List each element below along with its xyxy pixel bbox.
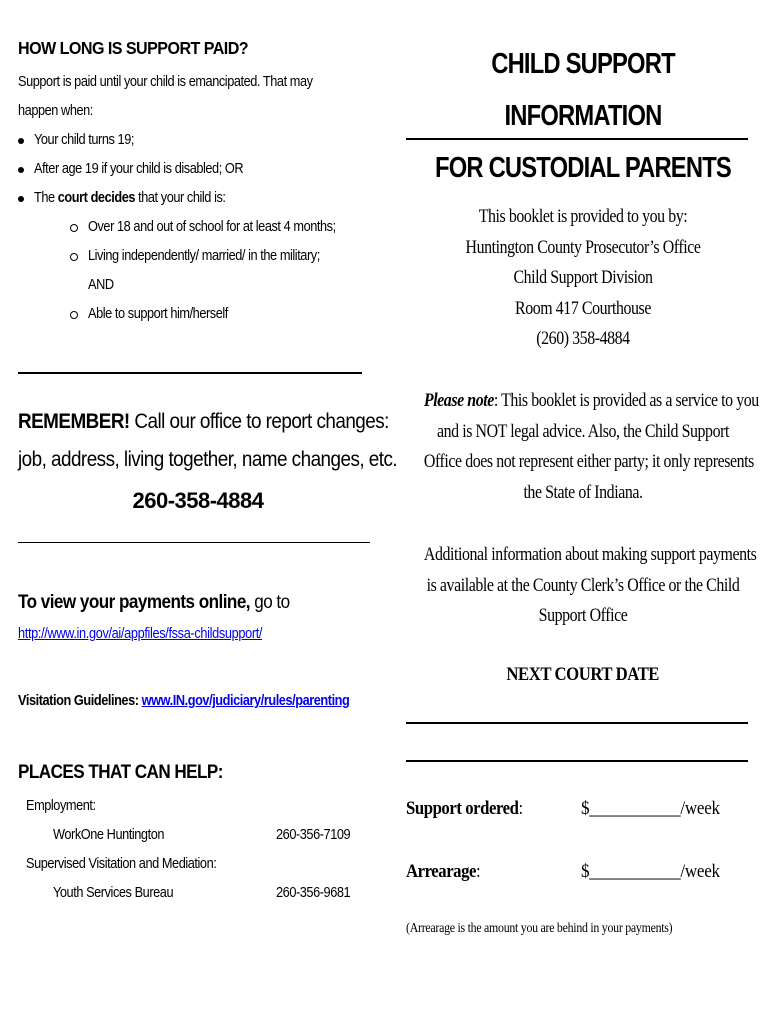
bullet-item bbox=[18, 155, 272, 184]
support-ordered-label: Support ordered: bbox=[406, 798, 523, 819]
remember-notice-details: job, address, living together, name changes, etc. bbox=[18, 448, 398, 471]
sub-bullet-item bbox=[70, 300, 247, 329]
arrearage-blank[interactable]: $___________/week bbox=[581, 861, 720, 882]
place-name: WorkOne Huntington bbox=[53, 827, 165, 843]
view-payments-online-text: To view your payments online, go to bbox=[18, 592, 290, 613]
title-divider bbox=[406, 138, 748, 140]
court-date-blank-line[interactable] bbox=[406, 760, 748, 762]
provided-by-line: (260) 358-4884 bbox=[536, 329, 630, 349]
office-phone-number: 260-358-4884 bbox=[132, 488, 264, 513]
place-category: Supervised Visitation and Mediation: bbox=[26, 856, 217, 872]
place-phone: 260-356-7109 bbox=[276, 827, 351, 843]
payments-online-link[interactable]: http://www.in.gov/ai/appfiles/fssa-childsupport/ bbox=[18, 626, 263, 642]
bullet-dot-icon bbox=[18, 138, 24, 144]
next-court-date-heading: NEXT COURT DATE bbox=[506, 664, 660, 685]
provided-by-line: Room 417 Courthouse bbox=[515, 298, 651, 319]
sub-bullet-item bbox=[70, 213, 369, 242]
sub-bullet-continuation: AND bbox=[88, 277, 114, 293]
sub-bullet-text: Over 18 and out of school for at least 4 months; bbox=[88, 219, 336, 235]
place-name: Youth Services Bureau bbox=[53, 885, 174, 901]
court-decides-emphasis: court decides bbox=[57, 190, 136, 206]
bullet-dot-icon bbox=[18, 196, 24, 202]
support-ordered-blank[interactable]: $___________/week bbox=[581, 798, 720, 819]
support-paid-intro-cont: happen when: bbox=[18, 103, 93, 119]
provided-by-line: Huntington County Prosecutor’s Office bbox=[465, 237, 701, 258]
support-paid-intro: Support is paid until your child is emancipated. That may bbox=[18, 74, 313, 90]
place-phone: 260-356-9681 bbox=[276, 885, 351, 901]
please-note-block: Please note: This booklet is provided as a service to you and is NOT legal advice. Also, the Child Support Office does not represent either party; it only represents the State of Indiana. bbox=[423, 391, 759, 503]
places-that-can-help-heading: PLACES THAT CAN HELP: bbox=[18, 762, 223, 783]
additional-info-block: Additional information about making support payments is available at the County Clerk’s Office or the Child Support Office bbox=[423, 545, 757, 626]
bullet-text: The court decides that your child is: bbox=[34, 190, 226, 206]
visitation-guidelines-link[interactable]: www.IN.gov/judiciary/rules/parenting bbox=[141, 693, 350, 709]
court-date-blank-line[interactable] bbox=[406, 722, 748, 724]
arrearage-label: Arrearage: bbox=[406, 861, 481, 882]
sub-bullet-text: Able to support him/herself bbox=[88, 306, 228, 322]
please-note-label: Please note bbox=[423, 391, 494, 411]
divider bbox=[18, 372, 362, 374]
arrearage-footnote: (Arrearage is the amount you are behind in your payments) bbox=[406, 920, 673, 935]
support-paid-heading: HOW LONG IS SUPPORT PAID? bbox=[18, 38, 249, 58]
remember-notice: REMEMBER! Call our office to report changes: bbox=[18, 410, 389, 433]
bullet-item bbox=[18, 126, 148, 155]
provided-by-line: This booklet is provided to you by: bbox=[478, 207, 688, 227]
bullet-dot-icon bbox=[18, 167, 24, 173]
hollow-circle-icon bbox=[70, 253, 78, 261]
provided-by-block bbox=[398, 202, 768, 355]
sub-bullet-text: Living independently/ married/ in the military; bbox=[88, 248, 320, 264]
sub-bullet-item bbox=[70, 242, 351, 271]
visitation-guidelines: Visitation Guidelines: www.IN.gov/judiciary/rules/parenting bbox=[18, 693, 350, 709]
bullet-text: Your child turns 19; bbox=[34, 132, 134, 148]
hollow-circle-icon bbox=[70, 224, 78, 232]
hollow-circle-icon bbox=[70, 311, 78, 319]
bullet-item bbox=[18, 184, 252, 213]
divider bbox=[18, 542, 370, 543]
bullet-text: After age 19 if your child is disabled; OR bbox=[34, 161, 244, 177]
page-title: CHILD SUPPORT INFORMATION FOR CUSTODIAL PARENTS bbox=[435, 48, 731, 184]
place-category: Employment: bbox=[26, 798, 96, 814]
provided-by-line: Child Support Division bbox=[513, 268, 653, 288]
